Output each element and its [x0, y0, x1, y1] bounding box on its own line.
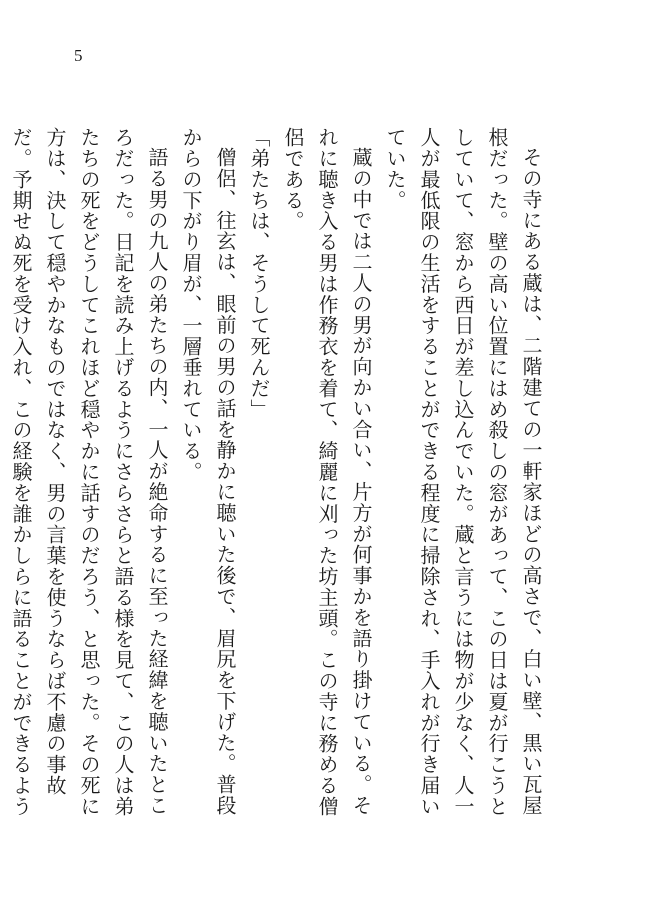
- paragraph-ougen: 僧侶、往玄は、眼前の男の話を静かに聴いた後で、眉尻を下げた。普段からの下がり眉が、一層垂れている。: [179, 127, 237, 816]
- page-number: 5: [74, 46, 83, 65]
- paragraph-storehouse: その寺にある蔵は、二階建ての一軒家ほどの高さで、白い壁、黒い瓦屋根だった。壁の高い位置にはめ殺しの窓があって、この日は夏が行こうとしていて、窓から西日が差し込んでいた。蔵と言うには物が少なく、人一人が最低限の生活をすることができる程度に掃除され、手入れが行き届いていた。: [383, 127, 543, 817]
- paragraph-dialogue: 「弟たちは、そうして死んだ」: [247, 127, 271, 420]
- body-text: [9, 127, 548, 827]
- paragraph-brothers: 語る男の九人の弟たちの内、一人が絶命するに至った経緯を聴いたところだった。日記を読み上げるようにさらさらと語る様を見て、この人は弟たちの死をどうしてこれほど穏やかに話すのだろう、と思った。その死に方は、決して穏やかなものではなく、男の言葉を使うならば不慮の事故だ。予期せぬ死を受け入れ、この経験を誰かしらに語ることができるよう: [9, 127, 169, 817]
- paragraph-two-men: 蔵の中では二人の男が向かい合い、片方が何事かを語り掛けている。それに聴き入る男は作務衣を着て、綺麗に刈った坊主頭。この寺に務める僧侶である。: [281, 127, 373, 817]
